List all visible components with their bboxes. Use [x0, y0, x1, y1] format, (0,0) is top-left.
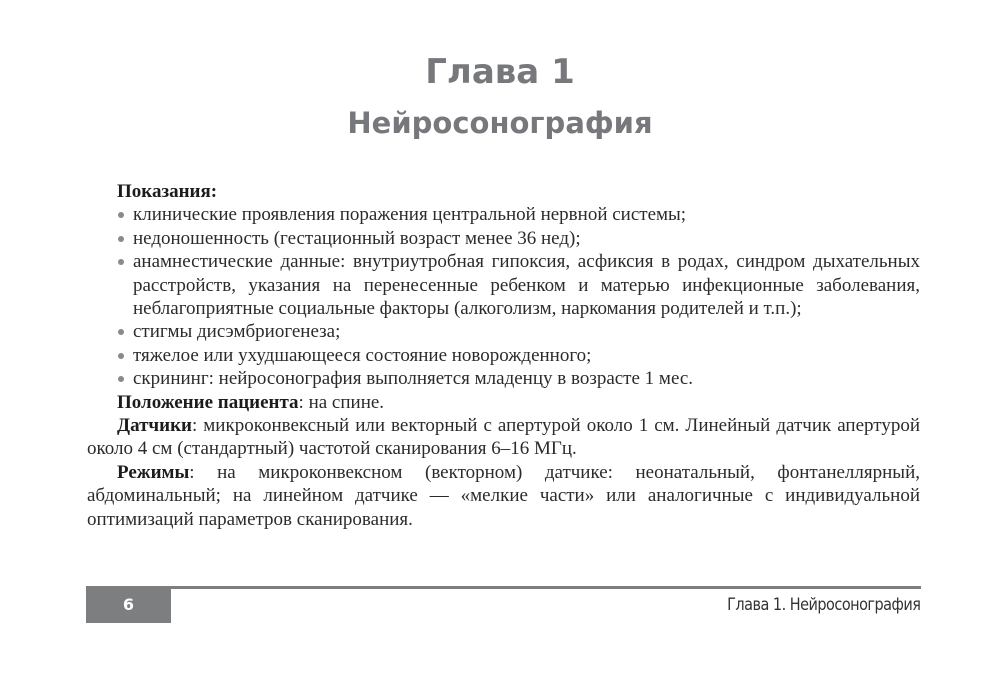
- chapter-number: Глава 1: [425, 52, 575, 92]
- list-item: скрининг: нейросонография выполняется младенцу в возрасте 1 мес.: [117, 367, 920, 390]
- page-body: [87, 180, 920, 531]
- bullet-icon: [118, 212, 124, 218]
- list-item: недоношенность (гестационный возраст менее 36 нед);: [117, 227, 920, 250]
- indications-heading: Показания:: [117, 181, 218, 202]
- chapter-title: Нейросонография: [347, 106, 653, 140]
- bullet-icon: [118, 329, 124, 335]
- sensors-paragraph: Датчики: микроконвексный или векторный с апертурой около 1 см. Линейный датчик апертурой около 4 см (стандартный) частотой сканирования 6–16 МГц.: [87, 415, 920, 460]
- indications-list: [117, 203, 920, 390]
- page-number: 6: [86, 586, 171, 623]
- running-head: Глава 1. Нейросонография: [726, 595, 920, 615]
- bullet-icon: [118, 236, 124, 242]
- list-item: стигмы дисэмбриогенеза;: [117, 320, 920, 343]
- patient-position-paragraph: Положение пациента: на спине.: [117, 391, 385, 413]
- bullet-icon: [118, 259, 124, 265]
- bullet-icon: [118, 353, 124, 359]
- modes-label: Режимы: [117, 461, 190, 483]
- patient-position-label: Положение пациента: [117, 391, 299, 413]
- list-item: анамнестические данные: внутриутробная гипоксия, асфиксия в родах, синдром дыхательных расстройств, указания на перенесенные ребенком и матерью инфекционные заболевания, неблагоприятные социальные факторы (алкоголизм, наркомания родителей и т.п.);: [117, 250, 920, 320]
- bullet-icon: [118, 376, 124, 382]
- sensors-label: Датчики: [117, 415, 192, 437]
- list-item: клинические проявления поражения центральной нервной системы;: [117, 203, 920, 226]
- footer-divider: [86, 586, 921, 589]
- list-item: тяжелое или ухудшающееся состояние новорожденного;: [117, 344, 920, 367]
- modes-paragraph: Режимы: на микроконвексном (векторном) датчике: неонатальный, фонтанеллярный, абдоминальный; на линейном датчике — «мелкие части» или аналогичные с индивидуальной оптимизаций параметров сканирования.: [87, 461, 920, 530]
